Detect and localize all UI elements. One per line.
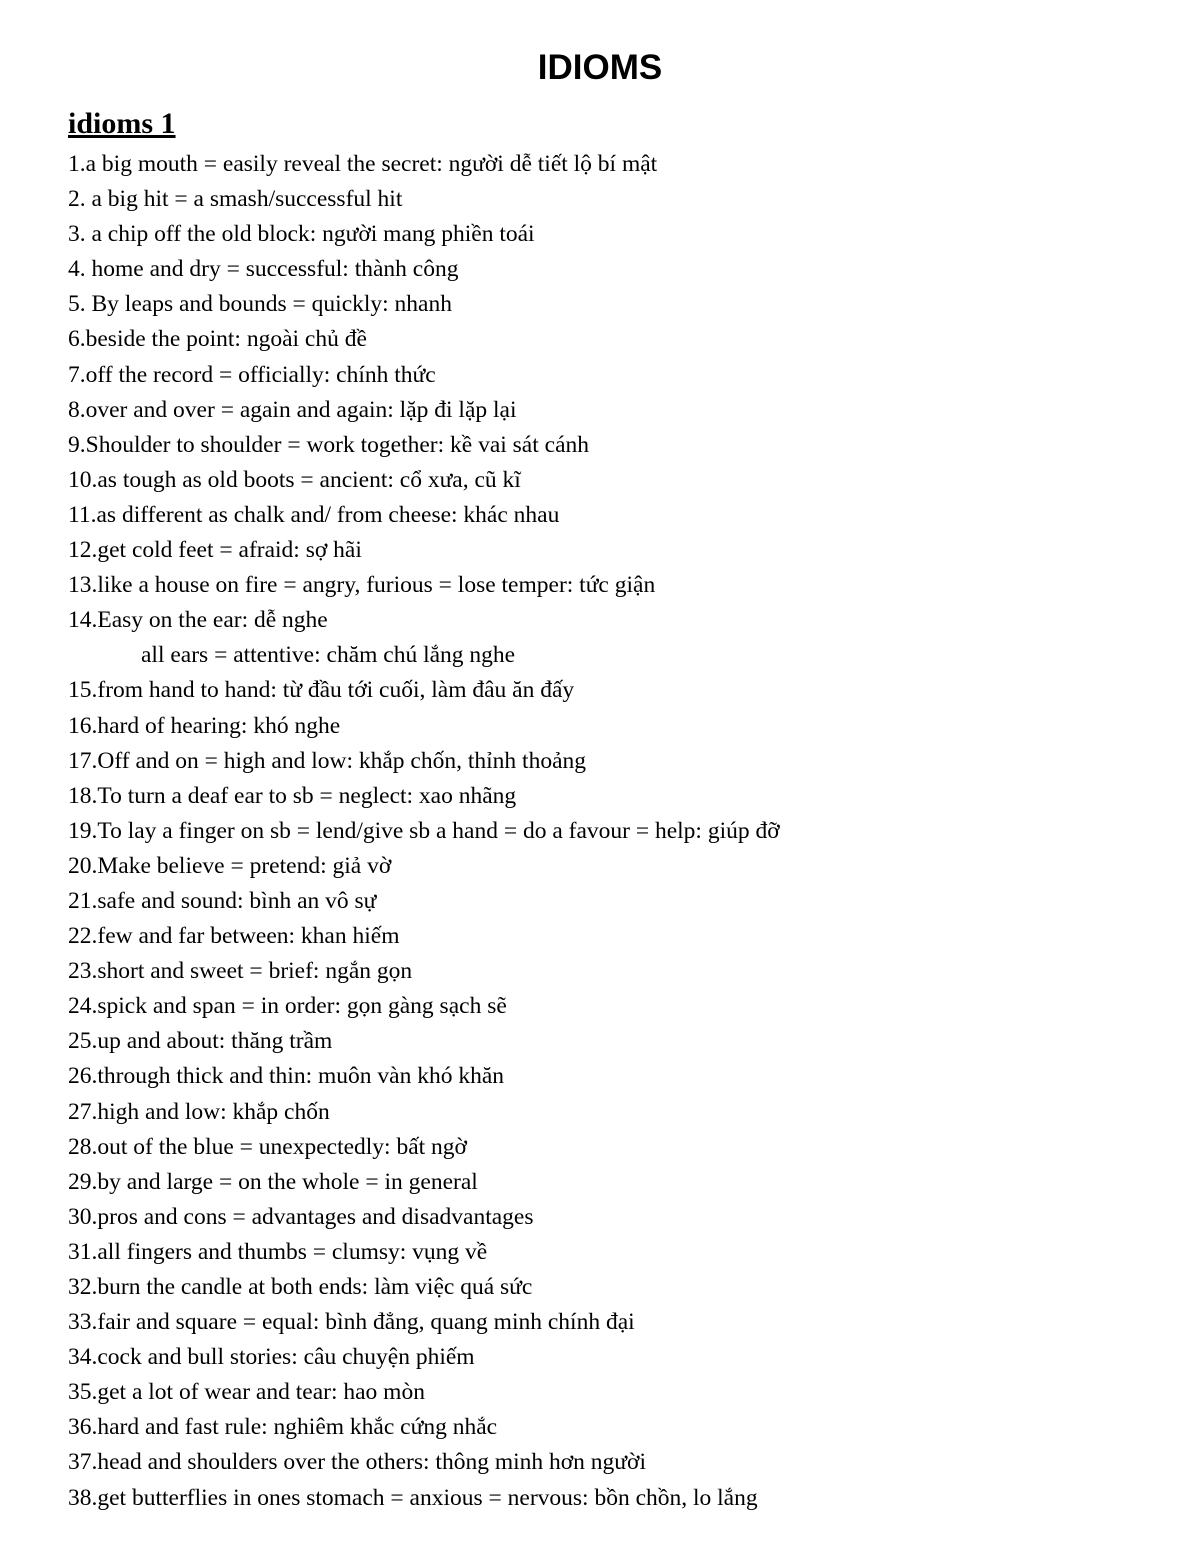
idiom-line: 35.get a lot of wear and tear: hao mòn	[68, 1379, 425, 1406]
idiom-line: 1.a big mouth = easily reveal the secret: người dễ tiết lộ bí mật	[68, 151, 658, 177]
idiom-line: 26.through thick and thin: muôn vàn khó khăn	[68, 1063, 505, 1090]
idiom-line: 22.few and far between: khan hiếm	[68, 923, 400, 950]
idiom-line: 28.out of the blue = unexpectedly: bất ngờ	[68, 1133, 467, 1160]
idiom-line: 34.cock and bull stories: câu chuyện phiếm	[68, 1344, 475, 1371]
idiom-line: 37.head and shoulders over the others: thông minh hơn người	[68, 1449, 646, 1476]
section-heading: idioms 1	[68, 107, 176, 140]
idiom-line: 6.beside the point: ngoài chủ đề	[68, 326, 367, 353]
idiom-line: 2. a big hit = a smash/successful hit	[68, 186, 403, 213]
idiom-line: 11.as different as chalk and/ from cheese: khác nhau	[68, 501, 560, 528]
idiom-line: 38.get butterflies in ones stomach = anxious = nervous: bồn chồn, lo lắng	[68, 1484, 758, 1511]
idiom-list	[68, 147, 780, 1516]
idiom-line: 14.Easy on the ear: dễ nghe	[68, 607, 328, 634]
idiom-line: 9.Shoulder to shoulder = work together: kề vai sát cánh	[68, 431, 589, 458]
idiom-line: 25.up and about: thăng trầm	[68, 1028, 333, 1055]
idiom-line: 4. home and dry = successful: thành công	[68, 256, 459, 283]
idiom-line: 32.burn the candle at both ends: làm việc quá sức	[68, 1274, 533, 1300]
idiom-line: 15.from hand to hand: từ đầu tới cuối, làm đâu ăn đấy	[68, 677, 575, 704]
idiom-line: 5. By leaps and bounds = quickly: nhanh	[68, 291, 452, 318]
idiom-line: 10.as tough as old boots = ancient: cổ xưa, cũ kĩ	[68, 466, 521, 493]
idiom-line: 3. a chip off the old block: người mang phiền toái	[68, 221, 535, 248]
idiom-line: 7.off the record = officially: chính thức	[68, 361, 436, 388]
idiom-line: 31.all fingers and thumbs = clumsy: vụng về	[68, 1238, 488, 1265]
idiom-line: 29.by and large = on the whole = in general	[68, 1168, 478, 1195]
idiom-line: 24.spick and span = in order: gọn gàng sạch sẽ	[68, 993, 507, 1020]
idiom-line: 20.Make believe = pretend: giả vờ	[68, 852, 392, 879]
document-title: IDIOMS	[537, 48, 663, 87]
idiom-line: 21.safe and sound: bình an vô sự	[68, 887, 377, 914]
idiom-line: 16.hard of hearing: khó nghe	[68, 712, 341, 739]
idiom-line: 33.fair and square = equal: bình đẳng, quang minh chính đại	[68, 1309, 635, 1336]
idiom-line: 17.Off and on = high and low: khắp chốn, thỉnh thoảng	[68, 747, 586, 774]
idiom-line: 19.To lay a finger on sb = lend/give sb a hand = do a favour = help: giúp đỡ	[68, 817, 780, 844]
idiom-line: 23.short and sweet = brief: ngắn gọn	[68, 958, 413, 985]
idiom-line: 30.pros and cons = advantages and disadvantages	[68, 1203, 534, 1230]
idiom-line: 12.get cold feet = afraid: sợ hãi	[68, 537, 362, 564]
idiom-line: 13.like a house on fire = angry, furious = lose temper: tức giận	[68, 572, 656, 599]
idiom-line: 36.hard and fast rule: nghiêm khắc cứng nhắc	[68, 1414, 498, 1441]
idiom-line: 18.To turn a deaf ear to sb = neglect: xao nhãng	[68, 782, 517, 809]
idiom-subline: all ears = attentive: chăm chú lắng nghe	[141, 642, 516, 669]
idiom-line: 27.high and low: khắp chốn	[68, 1098, 330, 1125]
idiom-line: 8.over and over = again and again: lặp đi lặp lại	[68, 396, 517, 423]
